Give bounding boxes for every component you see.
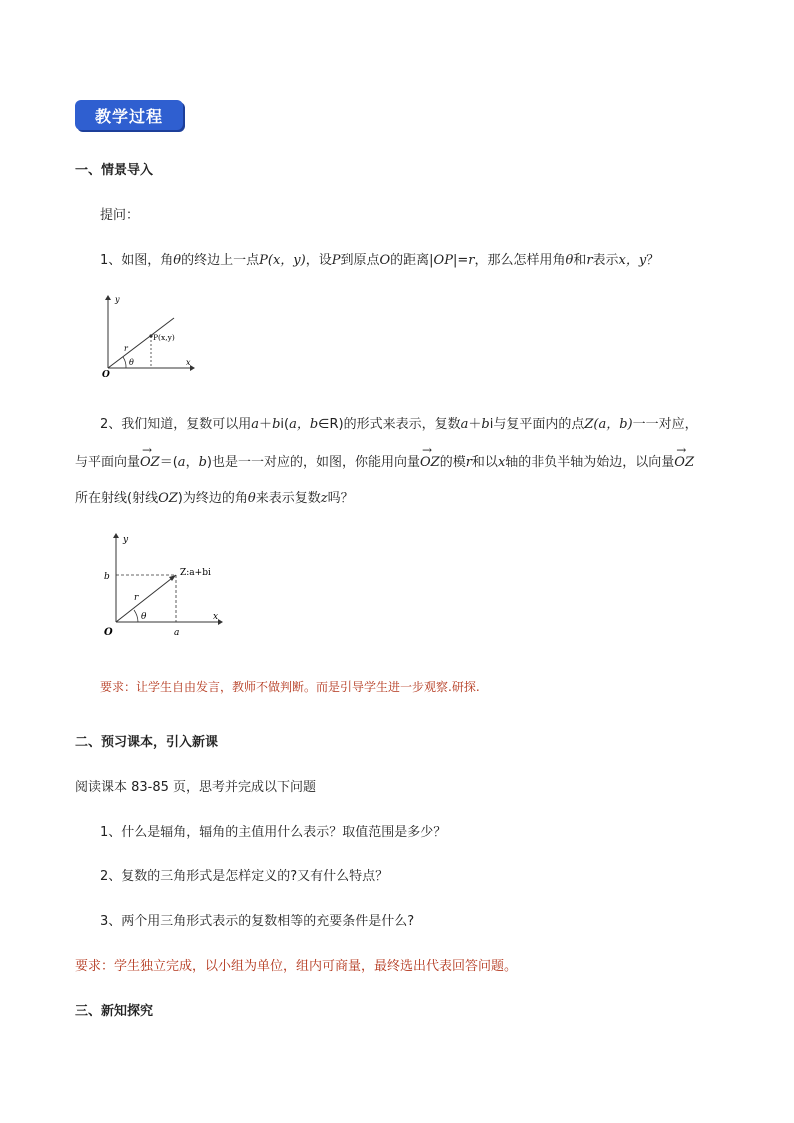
fig2-y-label: y [123, 535, 129, 545]
section-title-2: 二、预习课本，引入新课 [75, 735, 219, 750]
ask-label: 提问： [100, 208, 140, 223]
question-2-line-1: 2、我们知道，复数可以用a＋bi(a，b∈R)的形式来表示，复数a＋bi与复平面内的点Z(a，b)一一对应， [100, 417, 698, 432]
fig2-theta-label: θ [141, 612, 147, 622]
preview-question-1: 1、什么是辐角，辐角的主值用什么表示？取值范围是多少？ [100, 825, 447, 840]
fig2-point-label: Z:a+bi [180, 568, 211, 578]
preview-question-2: 2、复数的三角形式是怎样定义的?又有什么特点？ [100, 869, 389, 884]
question-1: 1、如图，角θ的终边上一点P(x，y)，设P到原点O的距离|OP|=r，那么怎样用角θ和r表示x，y？ [100, 253, 660, 268]
fig2-r-label: r [134, 593, 139, 603]
figure-2 [100, 530, 225, 640]
fig1-x-label: x [186, 358, 191, 367]
requirement-2: 要求：学生独立完成，以小组为单位，组内可商量，最终选出代表回答问题。 [75, 959, 518, 974]
preview-question-3: 3、两个用三角形式表示的复数相等的充要条件是什么? [100, 914, 415, 929]
question-2-line-2: 与平面向量→ OZ＝(a，b)也是一一对应的，如图，你能用向量→ OZ的模r和以x轴的非负半轴为始边，以向量→ OZ [75, 451, 694, 470]
fig2-a-label: a [174, 628, 180, 638]
question-2-line-3: 所在射线(射线OZ)为终边的角θ来表示复数z吗？ [75, 491, 354, 506]
fig1-origin-label: O [102, 370, 110, 380]
requirement-1: 要求：让学生自由发言，教师不做判断。而是引导学生进一步观察.研探. [100, 680, 480, 694]
fig2-x-label: x [213, 612, 219, 622]
fig2-b-label: b [104, 572, 110, 582]
section-title-3: 三、新知探究 [75, 1004, 154, 1019]
section-badge: 教学过程 [75, 100, 183, 130]
fig1-point-label: P(x,y) [153, 333, 175, 342]
figure-1 [98, 292, 198, 382]
fig1-r-label: r [124, 344, 128, 353]
section-title-1: 一、情景导入 [75, 163, 154, 178]
fig1-theta-label: θ [129, 358, 134, 367]
fig1-y-label: y [115, 295, 120, 304]
reading-instruction: 阅读课本 83-85 页，思考并完成以下问题 [75, 780, 317, 795]
fig2-origin-label: O [104, 627, 113, 638]
